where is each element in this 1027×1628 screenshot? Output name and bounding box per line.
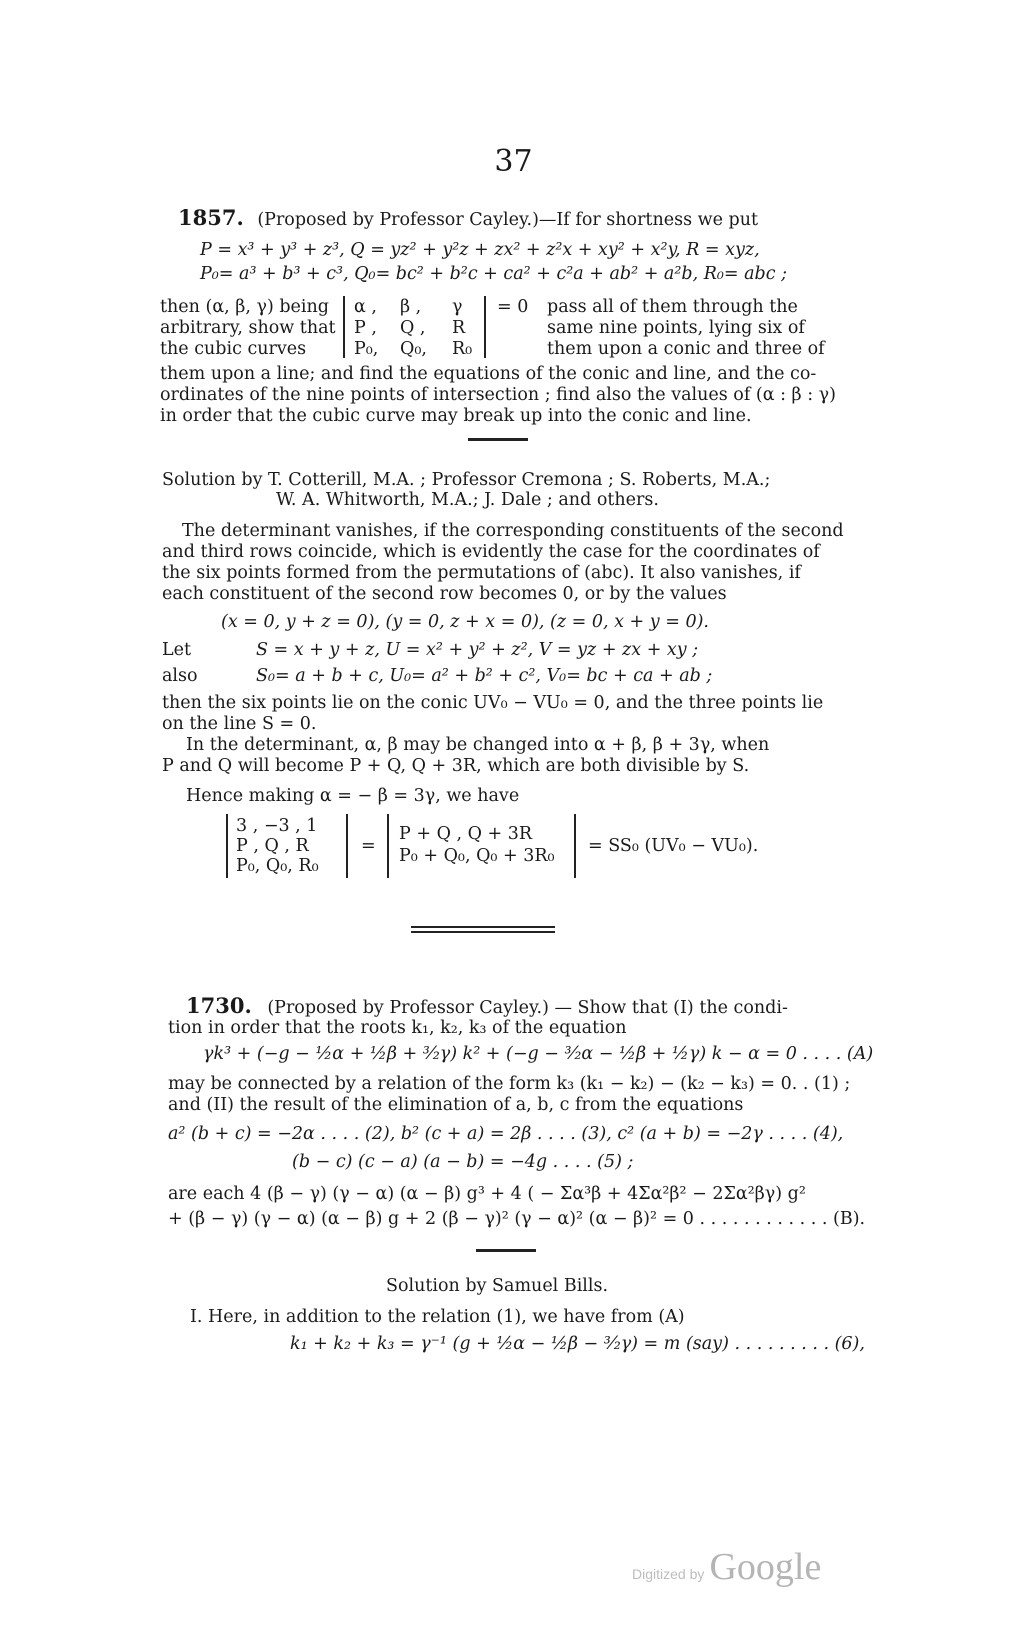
google-logo: Google — [709, 1546, 822, 1588]
q1857-sol2-1: then the six points lie on the conic UV₀ − VU₀ = 0, and the three points lie — [162, 693, 824, 713]
q1857-eq1: P = x³ + y³ + z³, Q = yz² + y²z + zx² + z²x + xy² + x²y, R = xyz, — [200, 240, 760, 260]
det3-r1: P + Q , Q + 3R — [399, 824, 533, 844]
q1857-left-text-1: then (α, β, γ) being — [160, 297, 329, 317]
q1730-line4: and (II) the result of the elimination of a, b, c from the equations — [168, 1095, 744, 1115]
determinant-left-bar — [343, 296, 345, 358]
hence-line: Hence making α = − β = 3γ, we have — [186, 786, 520, 806]
det-r1c1: α , — [354, 297, 377, 317]
det2-r3: P₀, Q₀, R₀ — [236, 856, 319, 876]
equation-5: (b − c) (c − a) (a − b) = −4g . . . . (5) ; — [292, 1152, 634, 1172]
equations-2-4: a² (b + c) = −2α . . . . (2), b² (c + a) = 2β . . . . (3), c² (a + b) = −2γ . . . . (4), — [168, 1124, 844, 1144]
det3-left-bar — [387, 814, 389, 878]
det2-r1: 3 , −3 , 1 — [236, 816, 318, 836]
q1857-sol2-2: on the line S = 0. — [162, 714, 317, 734]
double-rule-top — [411, 926, 555, 928]
q1857-left-text-3: the cubic curves — [160, 339, 307, 359]
q1857-sol2-3: In the determinant, α, β may be changed into α + β, β + 3γ, when — [186, 735, 770, 755]
let-eq: S = x + y + z, U = x² + y² + z², V = yz + zx + xy ; — [256, 640, 699, 660]
section-rule — [468, 438, 528, 441]
q1857-eq2: P₀= a³ + b³ + c³, Q₀= bc² + b²c + ca² + c²a + ab² + a²b, R₀= abc ; — [200, 264, 788, 284]
q1857-header: (Proposed by Professor Cayley.)—If for shortness we put — [257, 210, 759, 230]
q1857-sol-3: the six points formed from the permutations of (abc). It also vanishes, if — [162, 563, 801, 583]
let-label: Let — [162, 640, 192, 660]
det-r1c3: γ — [452, 297, 463, 317]
double-rule-bottom — [411, 931, 555, 933]
equation-B-line1: are each 4 (β − γ) (γ − α) (α − β) g³ + 4 ( − Σα³β + 4Σα²β² − 2Σα²βγ) g² — [168, 1184, 806, 1204]
q1857-body-1: them upon a line; and find the equations of the conic and line, and the co- — [160, 364, 817, 384]
q1730-solver: Solution by Samuel Bills. — [386, 1276, 609, 1296]
det2-r2: P , Q , R — [236, 836, 309, 856]
q1730-header-line — [186, 993, 788, 1018]
det-r2c1: P , — [354, 318, 377, 338]
section-rule-2 — [476, 1249, 536, 1252]
det-r3c3: R₀ — [452, 339, 473, 359]
q1730-line1: (Proposed by Professor Cayley.) — Show that (I) the condi- — [267, 998, 788, 1018]
determinant-right-bar — [484, 296, 486, 358]
q1857-sol-4: each constituent of the second row becomes 0, or by the values — [162, 584, 727, 604]
det-equals-sign: = — [361, 836, 376, 856]
also-label: also — [162, 666, 198, 686]
q1857-sol-2: and third rows coincide, which is evidently the case for the coordinates of — [162, 542, 820, 562]
q1857-sol2-4: P and Q will become P + Q, Q + 3R, which are both divisible by S. — [162, 756, 750, 776]
det-r3c2: Q₀, — [400, 339, 427, 359]
q1730-line2: tion in order that the roots k₁, k₂, k₃ of the equation — [168, 1018, 627, 1038]
q1857-number: 1857. — [178, 205, 244, 230]
q1857-solvers-2: W. A. Whitworth, M.A.; J. Dale ; and others. — [276, 490, 659, 510]
equation-6: k₁ + k₂ + k₃ = γ⁻¹ (g + ½α − ½β − ³⁄₂γ) = m (say) . . . . . . . . . (6), — [290, 1334, 865, 1354]
equation-B-line2: + (β − γ) (γ − α) (α − β) g + 2 (β − γ)² (γ − α)² (α − β)² = 0 . . . . . . . . . . . . (B). — [168, 1209, 866, 1229]
q1730-s1: I. Here, in addition to the relation (1), we have from (A) — [190, 1307, 685, 1327]
q1730-line3: may be connected by a relation of the form k₃ (k₁ − k₂) − (k₂ − k₃) = 0. . (1) ; — [168, 1074, 851, 1094]
page-number: 37 — [494, 144, 533, 179]
equation-A: γk³ + (−g − ½α + ½β + ³⁄₂γ) k² + (−g − ³⁄₂α − ½β + ½γ) k − α = 0 . . . . (A) — [203, 1044, 874, 1064]
det-r2c2: Q , — [400, 318, 426, 338]
digitized-by-google-watermark — [632, 1545, 821, 1589]
q1730-number: 1730. — [186, 993, 252, 1018]
q1857-sol-1: The determinant vanishes, if the corresponding constituents of the second — [182, 521, 844, 541]
q1857-right-text-3: them upon a conic and three of — [547, 339, 825, 359]
q1857-right-text-2: same nine points, lying six of — [547, 318, 805, 338]
det-r3c1: P₀, — [354, 339, 379, 359]
q1857-header-line — [178, 205, 759, 230]
det-r2c3: R — [452, 318, 466, 338]
final-equation: = SS₀ (UV₀ − VU₀). — [588, 836, 759, 856]
also-eq: S₀= a + b + c, U₀= a² + b² + c², V₀= bc + ca + ab ; — [256, 666, 713, 686]
det2-right-bar — [346, 814, 348, 878]
q1857-values-eq: (x = 0, y + z = 0), (y = 0, z + x = 0), (z = 0, x + y = 0). — [221, 612, 709, 632]
q1857-eq-zero: = 0 — [497, 297, 529, 317]
q1857-solvers-1: Solution by T. Cotterill, M.A. ; Professor Cremona ; S. Roberts, M.A.; — [162, 470, 771, 490]
q1857-left-text-2: arbitrary, show that — [160, 318, 336, 338]
det2-left-bar — [226, 814, 228, 878]
det3-r2: P₀ + Q₀, Q₀ + 3R₀ — [399, 846, 555, 866]
det3-right-bar — [574, 814, 576, 878]
q1857-right-text-1: pass all of them through the — [547, 297, 798, 317]
q1857-body-3: in order that the cubic curve may break up into the conic and line. — [160, 406, 752, 426]
det-r1c2: β , — [400, 297, 422, 317]
digitized-label: Digitized by — [632, 1566, 705, 1582]
q1857-body-2: ordinates of the nine points of intersection ; find also the values of (α : β : γ) — [160, 385, 836, 405]
